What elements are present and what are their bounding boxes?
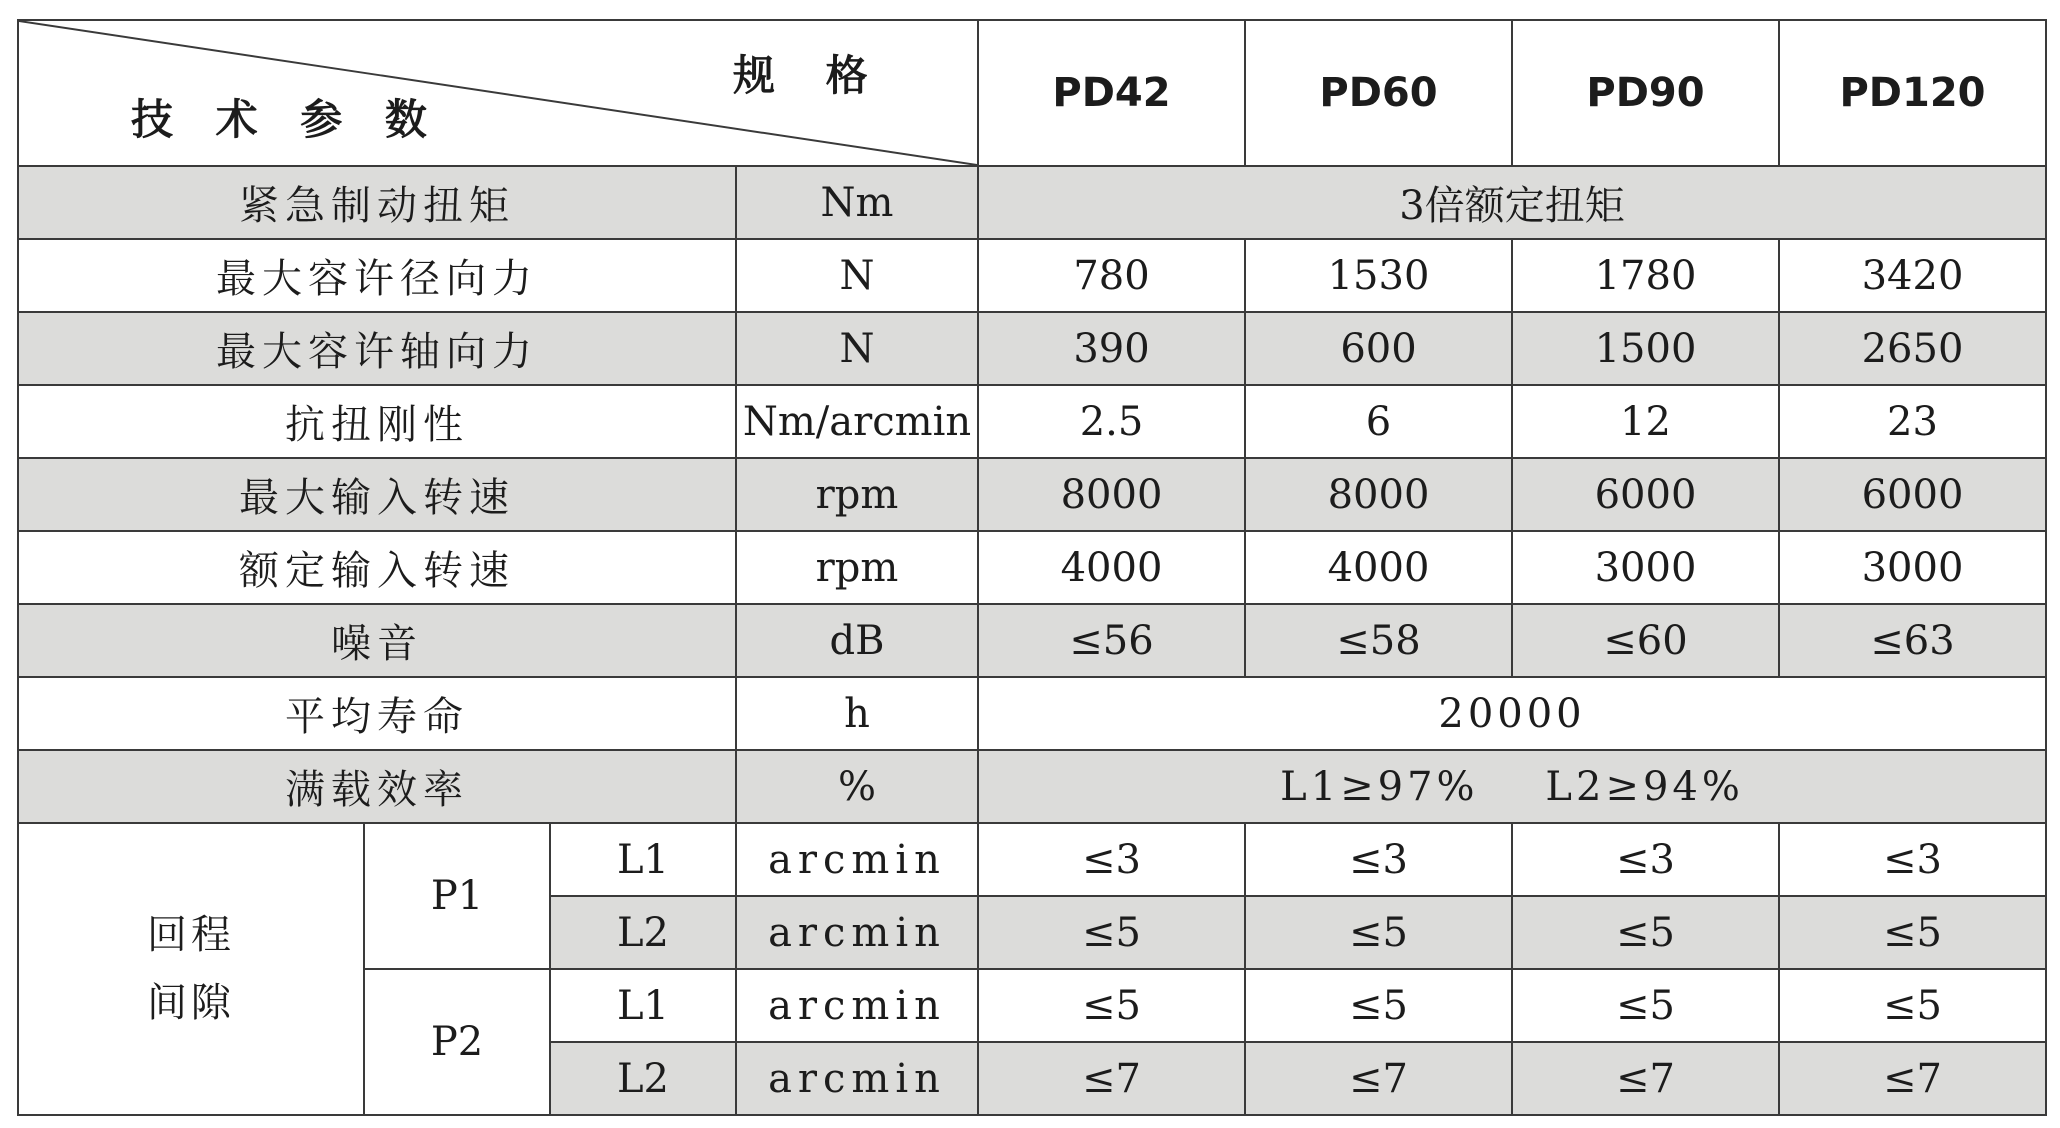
value-cell-pd60: ≤5 (1245, 969, 1512, 1042)
value-cell-pd60: 1530 (1245, 239, 1512, 312)
param-unit: arcmin (736, 823, 978, 896)
table-row (18, 458, 2046, 531)
stage-label: L1 (550, 823, 736, 896)
precision-label: P1 (364, 823, 550, 969)
value-cell-pd60: ≤3 (1245, 823, 1512, 896)
value-cell-pd90: 6000 (1512, 458, 1779, 531)
value-cell-pd60: 8000 (1245, 458, 1512, 531)
value-cell-pd90: ≤5 (1512, 896, 1779, 969)
model-header-pd120: PD120 (1779, 20, 2046, 166)
param-unit: rpm (736, 531, 978, 604)
value-cell-pd90: 1780 (1512, 239, 1779, 312)
table-row (18, 750, 2046, 823)
table-row (18, 531, 2046, 604)
value-cell-pd90: ≤7 (1512, 1042, 1779, 1115)
value-cell-pd42: 4000 (978, 531, 1245, 604)
param-name: 最大容许径向力 (18, 239, 736, 312)
header-row (18, 20, 2046, 166)
table-row (18, 385, 2046, 458)
value-cell-pd120: 3420 (1779, 239, 2046, 312)
backlash-label-line2: 间隙 (147, 980, 235, 1026)
param-unit: arcmin (736, 969, 978, 1042)
param-unit: N (736, 312, 978, 385)
stage-label: L1 (550, 969, 736, 1042)
param-label: 技 术 参 数 (131, 95, 441, 144)
param-unit: Nm (736, 166, 978, 239)
value-cell-pd120: ≤3 (1779, 823, 2046, 896)
value-cell-pd120: ≤63 (1779, 604, 2046, 677)
value-cell-pd90: ≤5 (1512, 969, 1779, 1042)
header-corner-cell (18, 20, 978, 166)
param-name: 噪音 (18, 604, 736, 677)
value-cell-pd42: 780 (978, 239, 1245, 312)
param-unit: rpm (736, 458, 978, 531)
param-unit: N (736, 239, 978, 312)
param-name: 紧急制动扭矩 (18, 166, 736, 239)
merged-value: L1≥97% L2≥94% (978, 750, 2046, 823)
value-cell-pd42: 390 (978, 312, 1245, 385)
param-unit: Nm/arcmin (736, 385, 978, 458)
merged-value: 3倍额定扭矩 (978, 166, 2046, 239)
param-unit: % (736, 750, 978, 823)
value-cell-pd42: ≤7 (978, 1042, 1245, 1115)
precision-label: P2 (364, 969, 550, 1115)
value-cell-pd120: 3000 (1779, 531, 2046, 604)
table-row (18, 312, 2046, 385)
spec-label: 规 格 (733, 51, 886, 100)
value-cell-pd60: ≤58 (1245, 604, 1512, 677)
value-cell-pd120: 23 (1779, 385, 2046, 458)
table-row (18, 823, 2046, 896)
value-cell-pd42: ≤5 (978, 896, 1245, 969)
param-unit: arcmin (736, 1042, 978, 1115)
table-row (18, 166, 2046, 239)
value-cell-pd120: ≤5 (1779, 969, 2046, 1042)
value-cell-pd60: 4000 (1245, 531, 1512, 604)
value-cell-pd60: ≤5 (1245, 896, 1512, 969)
param-name: 最大容许轴向力 (18, 312, 736, 385)
param-name: 额定输入转速 (18, 531, 736, 604)
value-cell-pd42: ≤5 (978, 969, 1245, 1042)
value-cell-pd120: ≤5 (1779, 896, 2046, 969)
value-cell-pd60: ≤7 (1245, 1042, 1512, 1115)
merged-value: 20000 (978, 677, 2046, 750)
param-unit: h (736, 677, 978, 750)
value-cell-pd90: ≤3 (1512, 823, 1779, 896)
value-cell-pd42: ≤56 (978, 604, 1245, 677)
value-cell-pd60: 6 (1245, 385, 1512, 458)
stage-label: L2 (550, 1042, 736, 1115)
value-cell-pd120: 6000 (1779, 458, 2046, 531)
table-row (18, 239, 2046, 312)
spec-table (17, 19, 2047, 1116)
param-unit: arcmin (736, 896, 978, 969)
value-cell-pd90: 3000 (1512, 531, 1779, 604)
table-row (18, 604, 2046, 677)
backlash-label-line1: 回程 (147, 912, 235, 958)
value-cell-pd90: ≤60 (1512, 604, 1779, 677)
param-name: 满载效率 (18, 750, 736, 823)
stage-label: L2 (550, 896, 736, 969)
value-cell-pd42: ≤3 (978, 823, 1245, 896)
value-cell-pd120: ≤7 (1779, 1042, 2046, 1115)
param-name: 抗扭刚性 (18, 385, 736, 458)
value-cell-pd90: 1500 (1512, 312, 1779, 385)
value-cell-pd42: 2.5 (978, 385, 1245, 458)
param-name: 平均寿命 (18, 677, 736, 750)
value-cell-pd90: 12 (1512, 385, 1779, 458)
value-cell-pd60: 600 (1245, 312, 1512, 385)
param-name: 最大输入转速 (18, 458, 736, 531)
model-header-pd42: PD42 (978, 20, 1245, 166)
model-header-pd60: PD60 (1245, 20, 1512, 166)
param-unit: dB (736, 604, 978, 677)
backlash-label (18, 823, 364, 1115)
value-cell-pd120: 2650 (1779, 312, 2046, 385)
table-row (18, 677, 2046, 750)
value-cell-pd42: 8000 (978, 458, 1245, 531)
model-header-pd90: PD90 (1512, 20, 1779, 166)
